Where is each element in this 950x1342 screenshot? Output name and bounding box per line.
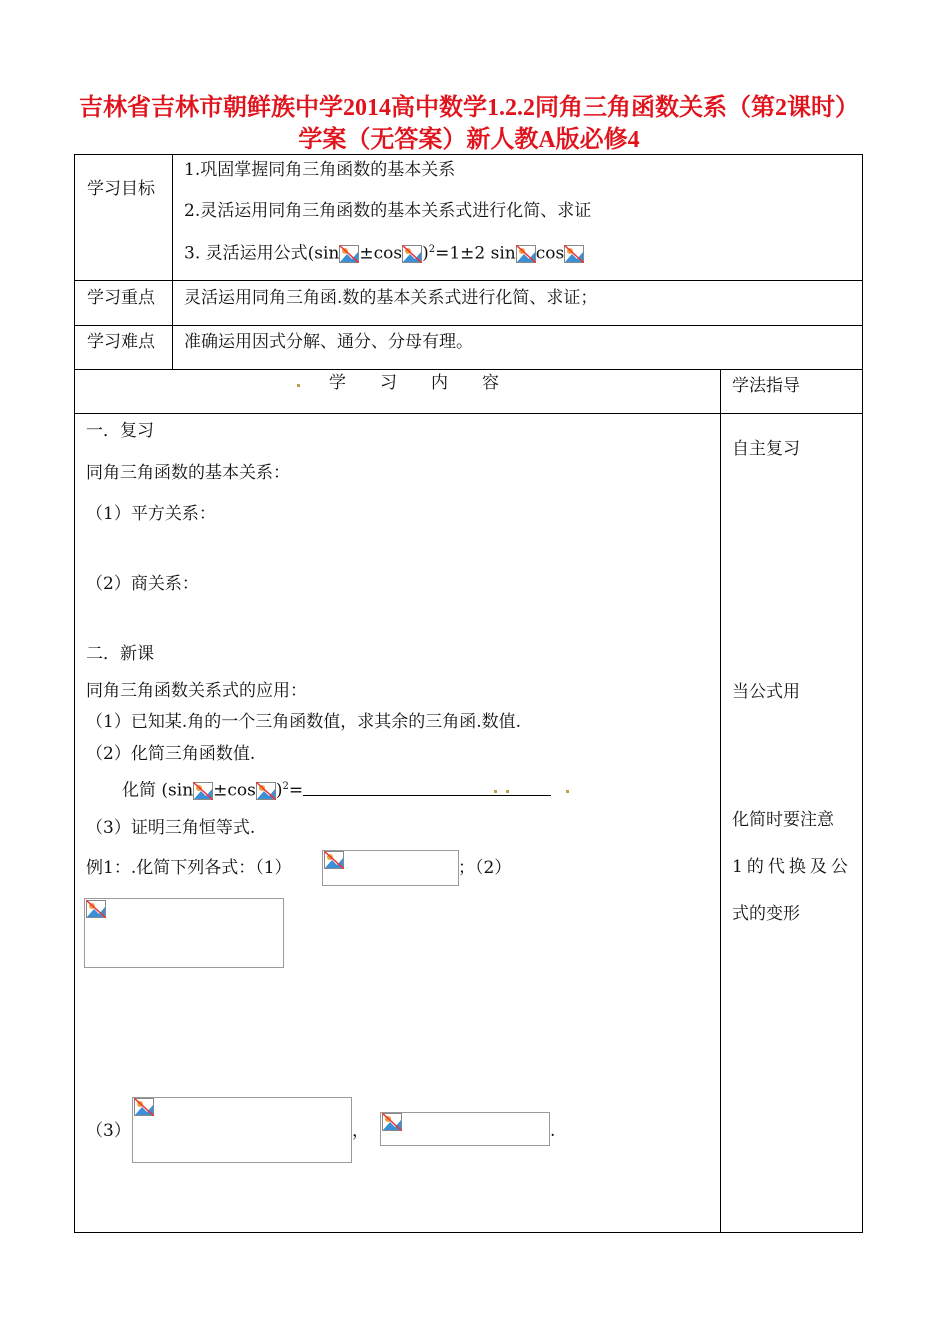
simplify-eq: =	[288, 780, 304, 801]
simplify-sup: 2	[282, 781, 289, 792]
focus-label: 学习重点	[87, 288, 155, 308]
guidance-note-1: 自主复习	[732, 439, 800, 459]
review-item-2: （2）商关系：	[86, 574, 199, 594]
comma: ，	[352, 1121, 369, 1141]
goal-3-sup: 2	[428, 244, 436, 255]
formula-image-4	[380, 1112, 550, 1146]
guidance-note-2: 当公式用	[732, 682, 800, 702]
goal-1: 1.巩固掌握同角三角函数的基本关系	[184, 160, 456, 180]
goal-3-close: )	[422, 243, 429, 264]
goal-2: 2.灵活运用同角三角函数的基本关系式进行化简、求证	[184, 201, 592, 221]
simplify-close: )	[275, 780, 283, 801]
example-1-label: 例1：.化简下列各式：（1）	[86, 858, 292, 878]
goal-3-prefix: 3. 灵活运用公式(sin	[184, 243, 340, 264]
content-title: 学习内容	[329, 373, 533, 393]
part-3-label: （3）	[86, 1121, 131, 1141]
broken-image-icon	[86, 900, 106, 918]
answer-blank-line	[303, 781, 551, 796]
broken-image-icon	[256, 782, 276, 800]
goal-3-rest: =1±2 sin	[435, 243, 516, 264]
table-border-left	[74, 154, 75, 1233]
review-intro: 同角三角函数的基本关系：	[86, 463, 290, 483]
difficulty-label: 学习难点	[87, 332, 155, 352]
guidance-note-3-line-3: 式的变形	[732, 904, 800, 924]
review-heading: 一．复习	[86, 421, 154, 441]
decorative-dot	[297, 384, 300, 387]
row-divider-4	[74, 413, 863, 414]
guidance-note-3-line-2: 1的代换及公	[732, 857, 852, 877]
label-column-divider	[172, 154, 173, 370]
new-heading: 二．新课	[86, 644, 154, 664]
new-item-3: （3）证明三角恒等式.	[86, 818, 256, 838]
difficulty-text: 准确运用因式分解、通分、分母有理。	[184, 332, 473, 352]
table-border-bottom	[74, 1232, 863, 1233]
document-title: 吉林省吉林市朝鲜族中学2014高中数学1.2.2同角三角函数关系（第2课时）学案（无答案）新人教A版必修4	[79, 95, 859, 153]
guidance-note-3-line-1: 化简时要注意	[732, 810, 834, 830]
review-item-1: （1）平方关系：	[86, 504, 216, 524]
goal-3-pm: ±cos	[359, 243, 403, 264]
period: .	[550, 1121, 556, 1141]
simplify-prefix: 化简 (sin	[122, 780, 194, 801]
method-title: 学法指导	[732, 376, 800, 396]
new-item-1: （1）已知某.角的一个三角函数值，求其余的三角函.数值.	[86, 712, 522, 732]
new-intro: 同角三角函数关系式的应用：	[86, 681, 307, 701]
goal-3	[184, 239, 584, 265]
example-separator: ；（2）	[458, 858, 512, 878]
broken-image-icon	[382, 1113, 402, 1131]
decorative-dot	[506, 790, 509, 793]
goal-3-cos: cos	[535, 243, 565, 264]
decorative-dot	[566, 790, 569, 793]
row-divider-1	[74, 280, 863, 281]
simplify-pm: ±cos	[213, 780, 256, 801]
simplify-expression	[122, 776, 551, 802]
decorative-dot	[494, 790, 497, 793]
formula-image-2	[84, 898, 284, 968]
broken-image-icon	[134, 1098, 154, 1116]
broken-image-icon	[402, 245, 422, 263]
broken-image-icon	[324, 851, 344, 869]
new-item-2: （2）化简三角函数值.	[86, 744, 256, 764]
broken-image-icon	[339, 245, 359, 263]
broken-image-icon	[564, 245, 584, 263]
row-divider-3	[74, 369, 863, 370]
guidance-column-divider	[720, 369, 721, 1233]
broken-image-icon	[516, 245, 536, 263]
table-border-right	[862, 154, 863, 1233]
table-border-top	[74, 154, 863, 155]
goals-label: 学习目标	[87, 179, 155, 199]
row-divider-2	[74, 325, 863, 326]
formula-image-3	[132, 1097, 352, 1163]
focus-text: 灵活运用同角三角函.数的基本关系式进行化简、求证；	[184, 288, 598, 308]
broken-image-icon	[193, 782, 213, 800]
